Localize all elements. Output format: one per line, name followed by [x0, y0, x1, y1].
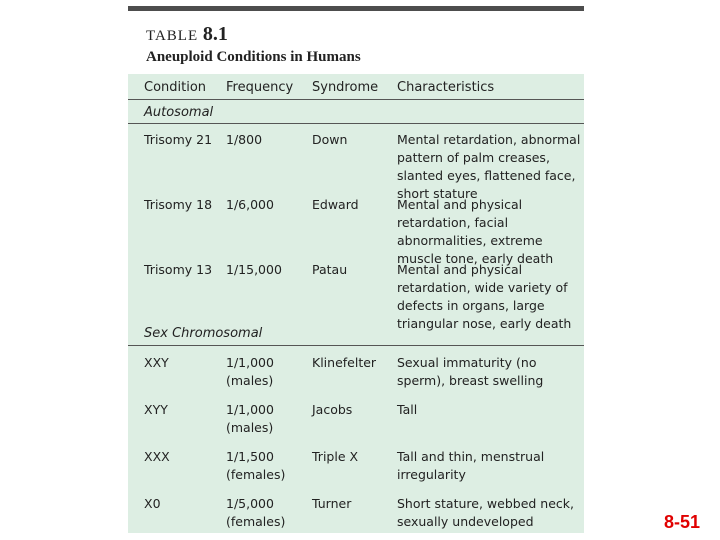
aneuploid-table	[128, 6, 584, 533]
cell-syndrome: Turner	[312, 496, 352, 511]
cell-syndrome: Triple X	[312, 449, 359, 464]
cell-characteristics: Tall and thin, menstrual irregularity	[397, 449, 545, 482]
cell-characteristics: Sexual immaturity (no sperm), breast swelling	[397, 355, 544, 388]
table-label-word: TABLE	[146, 28, 199, 44]
section-rule	[128, 123, 584, 124]
cell-frequency: 1/800	[226, 132, 263, 147]
cell-frequency: 1/1,000 (males)	[226, 402, 274, 435]
header-syndrome: Syndrome	[312, 80, 379, 95]
table-title-block	[128, 11, 584, 74]
cell-frequency: 1/1,000 (males)	[226, 355, 274, 388]
cell-condition: Trisomy 13	[144, 262, 213, 277]
cell-syndrome: Down	[312, 132, 348, 147]
section-label-autosomal: Autosomal	[144, 105, 214, 120]
cell-frequency: 1/15,000	[226, 262, 282, 277]
cell-condition: X0	[144, 496, 161, 511]
header-frequency: Frequency	[226, 80, 294, 95]
table-label-number: 8.1	[202, 23, 228, 45]
cell-syndrome: Patau	[312, 262, 348, 277]
header-condition: Condition	[144, 80, 207, 95]
cell-characteristics: Short stature, webbed neck, sexually undeveloped	[397, 496, 574, 529]
section-label-sex-chromosomal: Sex Chromosomal	[144, 326, 263, 341]
slide-number: 8-51	[664, 512, 701, 532]
table-header-row	[128, 74, 584, 100]
cell-characteristics: Mental and physical retardation, facial abnormalities, extreme muscle tone, early death	[397, 197, 554, 266]
cell-characteristics: Mental and physical retardation, wide variety of defects in organs, large triangular nose, early death	[397, 262, 572, 331]
cell-condition: Trisomy 18	[144, 197, 213, 212]
header-characteristics: Characteristics	[397, 80, 495, 95]
cell-syndrome: Klinefelter	[312, 355, 377, 370]
cell-syndrome: Edward	[312, 197, 359, 212]
cell-condition: XXY	[144, 355, 169, 370]
cell-characteristics: Mental retardation, abnormal pattern of palm creases, slanted eyes, flattened face, short stature	[397, 132, 581, 201]
table-label	[146, 23, 228, 46]
section-rule	[128, 345, 584, 346]
cell-condition: XXX	[144, 449, 170, 464]
cell-condition: XYY	[144, 402, 168, 417]
cell-frequency: 1/6,000	[226, 197, 274, 212]
cell-frequency: 1/1,500 (females)	[226, 449, 286, 482]
cell-syndrome: Jacobs	[312, 402, 353, 417]
cell-condition: Trisomy 21	[144, 132, 213, 147]
table-title: Aneuploid Conditions in Humans	[146, 49, 361, 65]
cell-frequency: 1/5,000 (females)	[226, 496, 286, 529]
cell-characteristics: Tall	[397, 402, 418, 417]
